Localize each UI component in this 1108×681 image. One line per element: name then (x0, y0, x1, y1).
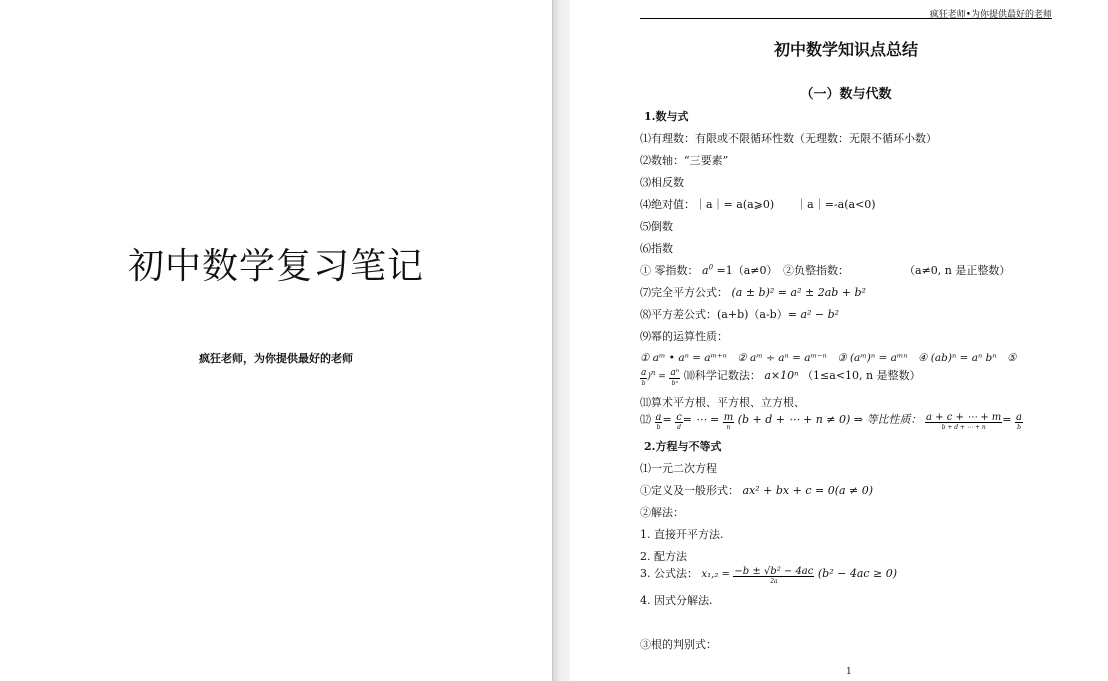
formula-line (640, 284, 866, 300)
page-gutter (552, 0, 571, 681)
formula-line (640, 482, 873, 498)
text-line: ⑴一元二次方程 (640, 462, 717, 475)
text-line: ⑹指数 (640, 242, 673, 255)
text-line: 1. 直接开平方法. (640, 528, 724, 541)
text-line: ⑼幂的运算性质： (640, 330, 728, 343)
document-title: 初中数学知识点总结 (773, 40, 918, 59)
fraction: $\frac{a}{b}$ (641, 368, 647, 387)
fraction: $\frac{\text{aⁿ}}{\text{bⁿ}}$ (670, 368, 680, 387)
text-line: ⑷绝对值：｜a｜= a(a⩾0) ｜a｜=-a(a<0) (640, 198, 876, 211)
math-expression: a×10ⁿ (764, 369, 799, 382)
text-line: 4. 因式分解法. (640, 594, 713, 607)
text-line: ⑴有理数：有限或不限循环性数（无理数：无限不循环小数） (640, 132, 937, 145)
formula-line: $\frac{a}{b}$ )$^n$ = $\frac{\text{aⁿ}}{\text{bⁿ}}$ ⑽科学记数法： a×10ⁿ （1≤a<10, n 是整数） (641, 368, 921, 387)
formula-line (640, 565, 898, 585)
cover-page (0, 0, 552, 681)
text-line: ⑵数轴：“三要素” (640, 154, 729, 167)
formula-line (640, 306, 839, 322)
fraction: $\frac{a}{b}$ (655, 412, 662, 431)
fraction: $\frac{m}{n}$ (723, 412, 734, 431)
math-expression: x₁,₂ = (701, 569, 730, 580)
fraction: $\frac{a + c + \cdots + m}{b + d + \cdots + n}$ (926, 412, 1002, 431)
formula-line: ⑿ $\frac{a}{b}$ = $\frac{c}{d}$ = ⋯ = $\frac{m}{n}$ (b + d + ⋯ + n ≠ 0) ⇒ 等比性质： $\frac{a + c + \cdots + m}{b + d + \cdots + n}$ = $\frac{a}{b}$ (640, 412, 1022, 431)
fraction: $\frac{a}{b}$ (1016, 412, 1022, 431)
text-span: ⑺完全平方公式： (640, 286, 728, 299)
cover-subtitle: 疯狂老师，为你提供最好的老师 (199, 352, 353, 365)
text-line: ③根的判别式： (640, 638, 717, 651)
cover-title: 初中数学复习笔记 (127, 246, 424, 287)
fraction: $\frac{\text{−b ± √b² − 4ac}}{2a}$ (734, 566, 814, 585)
section-title: （一）数与代数 (800, 87, 892, 102)
math-expression: a² − b² (800, 308, 840, 321)
text-span: （a≠0, n 是正整数） (904, 264, 1011, 277)
content-page (570, 0, 1108, 681)
math-expression: ax² + bx + c = 0(a ≠ 0) (742, 484, 874, 497)
text-span: ① 零指数： (640, 264, 699, 277)
math-expression: $a^0$ (702, 263, 714, 277)
text-line: ⑶相反数 (640, 176, 684, 189)
text-line: ⑾算术平方根、平方根、立方根、 (640, 396, 805, 409)
page-number: 1 (846, 667, 852, 677)
text-span: （1≤a<10, n 是整数） (802, 369, 921, 382)
text-line: 2. 配方法 (640, 550, 687, 563)
math-expression: (b² − 4ac ≥ 0) (817, 567, 898, 580)
text-span: ①定义及一般形式： (640, 484, 739, 497)
math-expression: (b + d + ⋯ + n ≠ 0) ⇒ 等比性质： (737, 413, 922, 426)
formula-line (640, 262, 1010, 278)
text-span: ⑻平方差公式：(a+b)（a-b）= (640, 308, 797, 321)
text-span: 3. 公式法： (640, 567, 698, 580)
text-line: ②解法： (640, 506, 684, 519)
subsection-heading: 1.数与式 (644, 110, 689, 123)
subsection-heading: 2.方程与不等式 (644, 440, 722, 453)
formula-line: ① aᵐ • aⁿ = aᵐ⁺ⁿ ② aᵐ ÷ aⁿ = aᵐ⁻ⁿ ③ (aᵐ)ⁿ = aᵐⁿ ④ (ab)ⁿ = aⁿ bⁿ ⑤ (640, 352, 1017, 364)
fraction: $\frac{c}{d}$ (676, 412, 682, 431)
math-expression: (a ± b)² = a² ± 2ab + b² (731, 286, 866, 299)
text-span: ⑿ (640, 413, 651, 426)
text-span: ⑽科学记数法： (683, 369, 761, 382)
text-line: ⑸倒数 (640, 220, 673, 233)
text-span: =1（a≠0） ②负整指数： (716, 264, 850, 277)
page-header: 疯狂老师•为你提供最好的老师 (929, 10, 1052, 20)
